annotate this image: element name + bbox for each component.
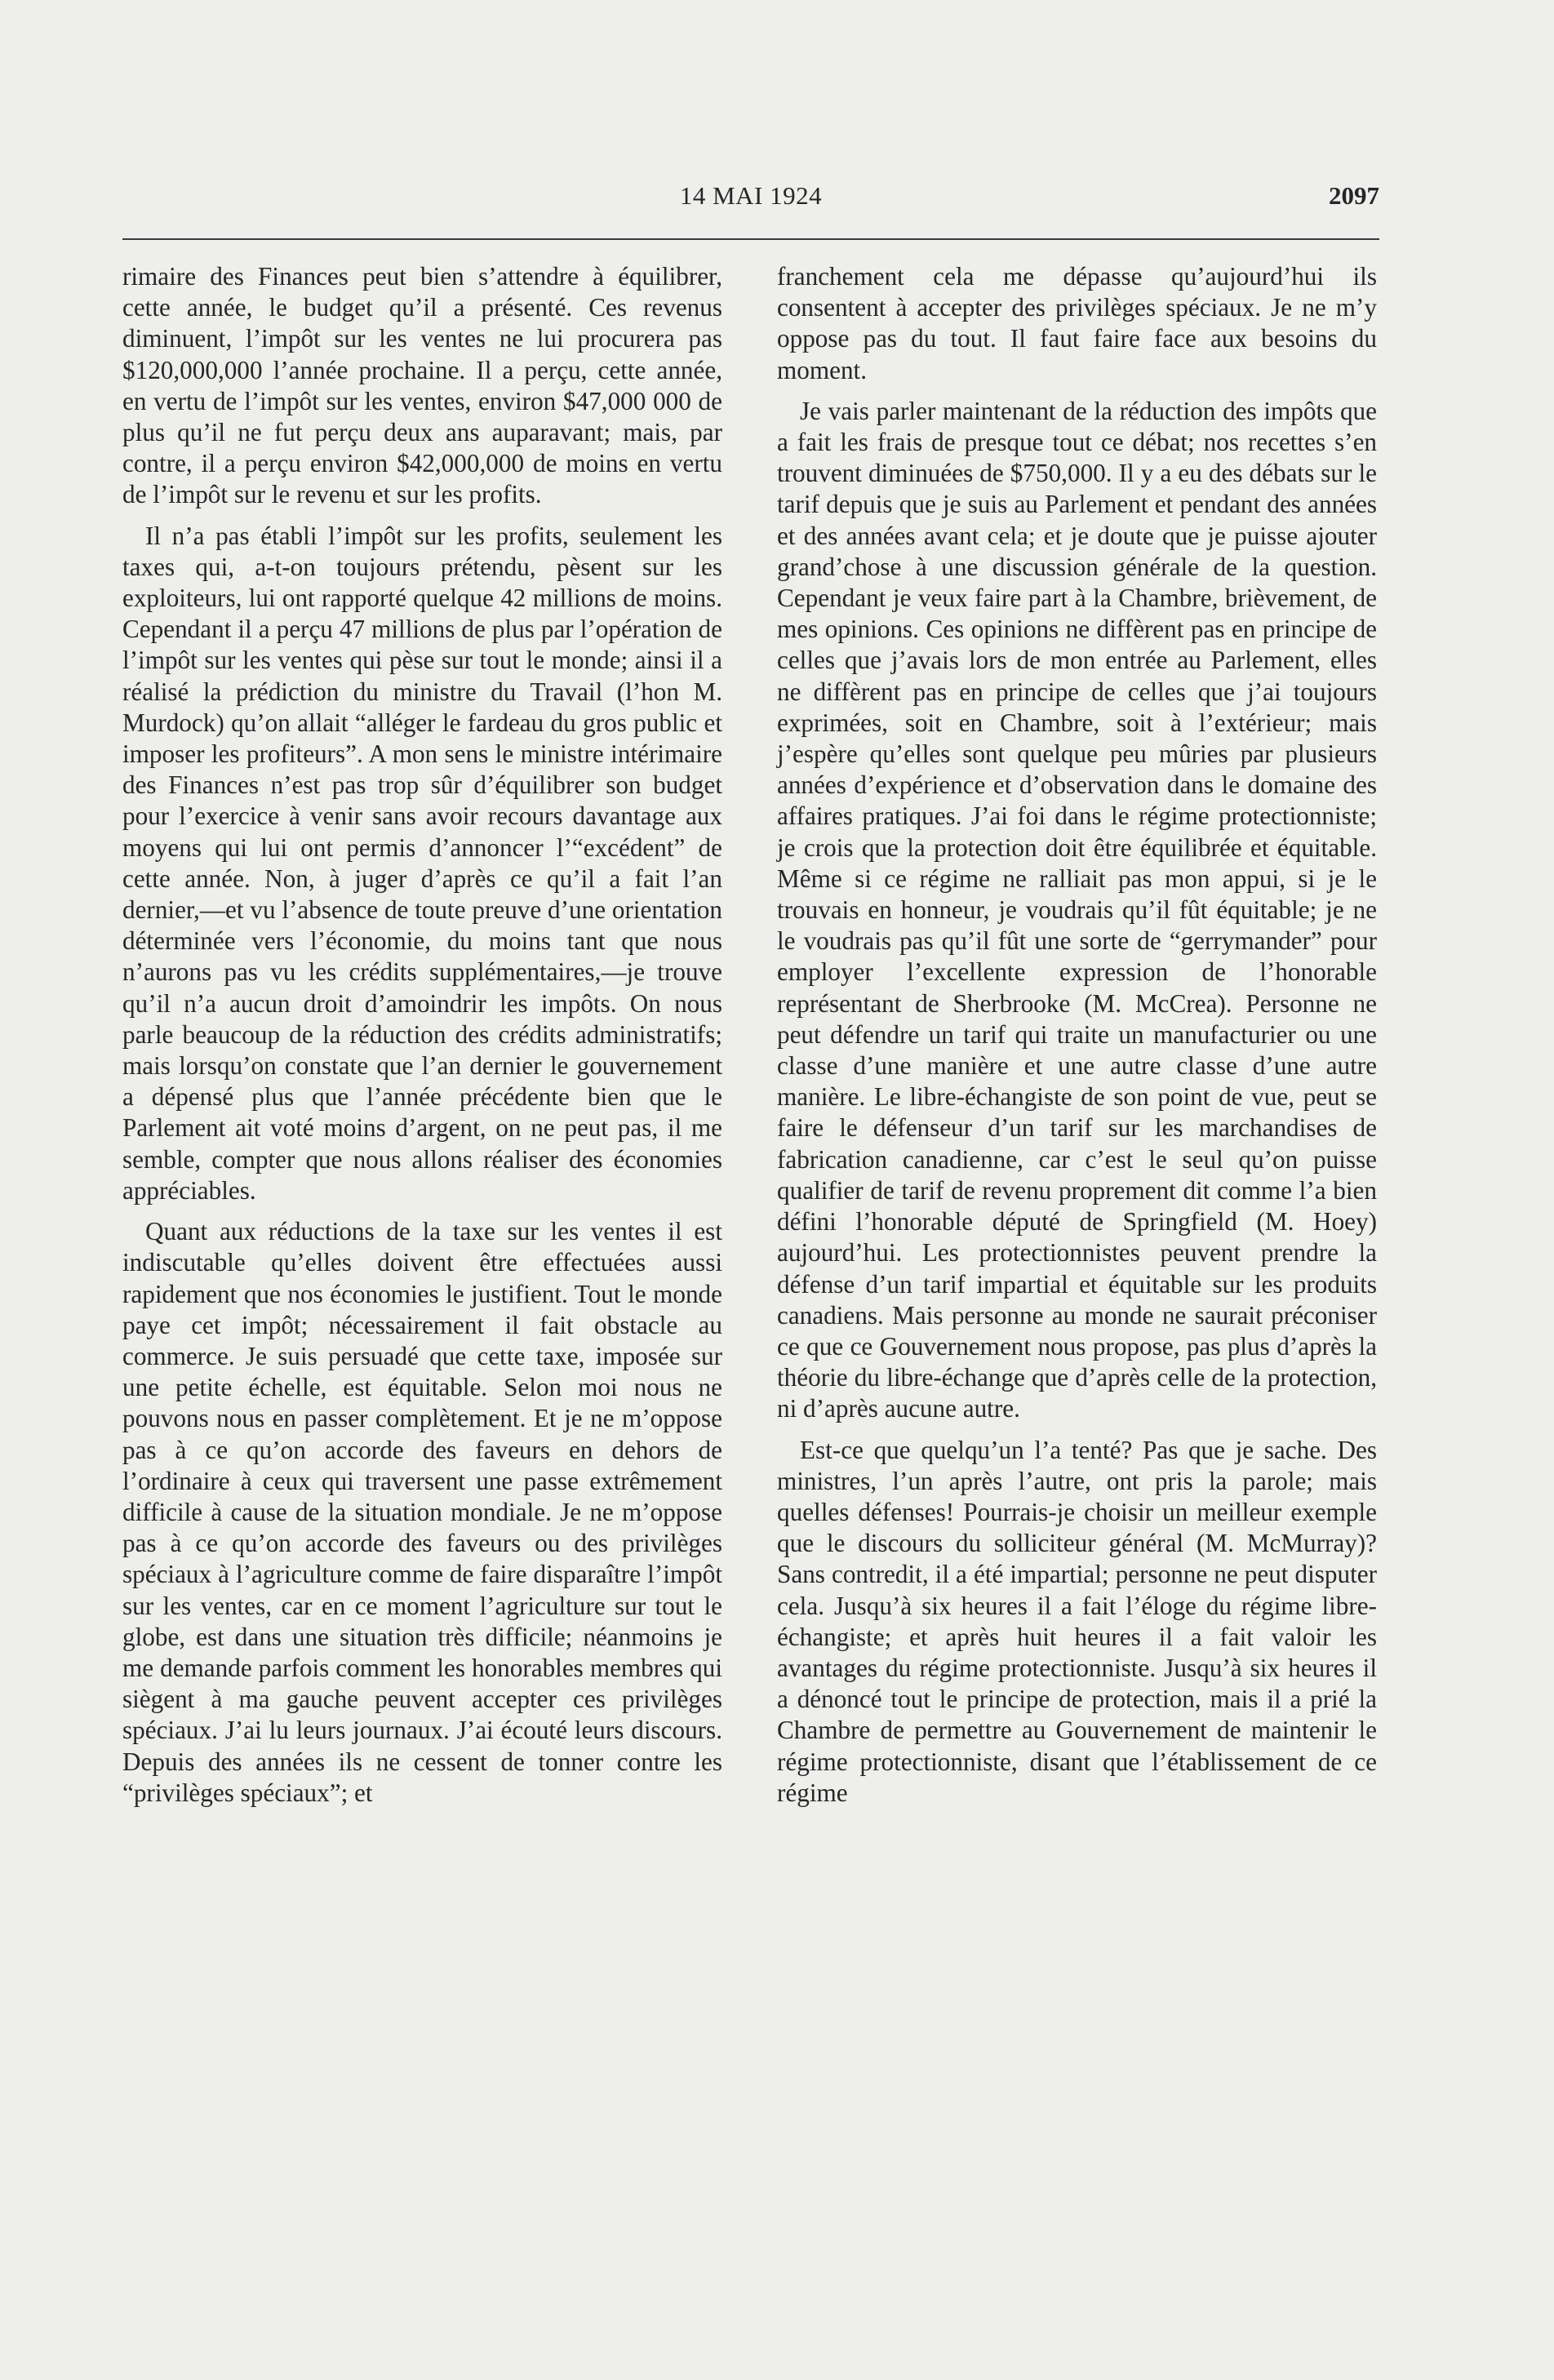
header-date: 14 MAI 1924 (679, 181, 823, 210)
page-header (122, 181, 1379, 224)
left-column (122, 261, 722, 1814)
paragraph: Je vais parler maintenant de la réduction des impôts que a fait les frais de presque tout ce débat; nos recettes s’en trouvent diminuées de $750,000. Il y a eu des débats sur le tarif depuis que je suis au Parlement et pendant des années et des années avant cela; et je doute que je puisse ajouter grand’chose à une discussion générale de la question. Cependant je veux faire part à la Chambre, brièvement, de mes opinions. Ces opinions ne diffèrent pas en principe de celles que j’avais lors de mon entrée au Parlement, elles ne diffèrent pas en principe de celles que j’ai toujours exprimées, soit en Chambre, soit à l’extérieur; mais j’espère qu’elles sont quelque peu mûries par plusieurs années d’expérience et d’observation dans le domaine des affaires pratiques. J’ai foi dans le régime protectionniste; je crois que la protection doit être équilibrée et équitable. Même si ce régime ne ralliait pas mon appui, si je le trouvais en honneur, je voudrais qu’il fût équitable; je ne le voudrais pas qu’il fût une sorte de “gerrymander” pour employer l’excellente expression de l’honorable représentant de Sherbrooke (M. McCrea). Personne ne peut défendre un tarif qui traite un manufacturier ou une classe d’une manière et une autre classe d’une autre manière. Le libre-échangiste de son point de vue, peut se faire le défenseur d’un tarif sur les marchandises de fabrication canadienne, car c’est le seul qu’on puisse qualifier de tarif de revenu proprement dit comme l’a bien défini l’honorable député de Springfield (M. Hoey) aujourd’hui. Les protectionnistes peuvent prendre la défense d’un tarif impartial et équitable sur les produits canadiens. Mais personne au monde ne saurait préconiser ce que ce Gouvernement nous propose, pas plus d’après la théorie du libre-échange que d’après celle de la protection, ni d’après aucune autre. (777, 396, 1377, 1423)
paragraph: franchement cela me dépasse qu’aujourd’hui ils consentent à accepter des privilèges spéciaux. Je ne m’y oppose pas du tout. Il faut faire face aux besoins du moment. (777, 262, 1377, 384)
paragraph: Est-ce que quelqu’un l’a tenté? Pas que je sache. Des ministres, l’un après l’autre, ont pris la parole; mais quelles défenses! Pourrais-je choisir un meilleur exemple que le discours du solliciteur général (M. McMurray)? Sans contredit, il a été impartial; personne ne peut disputer cela. Jusqu’à six heures il a fait l’éloge du régime libre-échangiste; et après huit heures il a fait valoir les avantages du régime protectionniste. Jusqu’à six heures il a dénoncé tout le principe de protection, mais il a prié la Chambre de permettre au Gouvernement de maintenir le régime protectionniste, disant que l’établissement de ce régime (777, 1435, 1377, 1807)
paragraph: Il n’a pas établi l’impôt sur les profits, seulement les taxes qui, a-t-on toujours prétendu, pèsent sur les exploiteurs, lui ont rapporté quelque 42 millions de moins. Cependant il a perçu 47 millions de plus par l’opération de l’impôt sur les ventes qui pèse sur tout le monde; ainsi il a réalisé la prédiction du ministre du Travail (l’hon M. Murdock) qu’on allait “alléger le fardeau du gros public et imposer les profiteurs”. A mon sens le ministre intérimaire des Finances n’est pas trop sûr d’équilibrer son budget pour l’exercice à venir sans avoir recours davantage aux moyens qui lui ont permis d’annoncer l’“excédent” de cette année. Non, à juger d’après ce qu’il a fait l’an dernier,—et vu l’absence de toute preuve d’une orientation déterminée vers l’économie, du moins tant que nous n’aurons pas vu les crédits supplémentaires,—je trouve qu’il n’a aucun droit d’amoindrir les impôts. On nous parle beaucoup de la réduction des crédits administratifs; mais lorsqu’on constate que l’an dernier le gouvernement a dépensé plus que l’année précédente bien que le Parlement ait voté moins d’argent, on ne peut pas, il me semble, compter que nous allons réaliser des économies appréciables. (122, 521, 722, 1205)
header-rule (122, 238, 1379, 240)
right-column (777, 261, 1377, 1814)
page-number: 2097 (1329, 181, 1379, 210)
paragraph: rimaire des Finances peut bien s’attendre à équilibrer, cette année, le budget qu’il a présenté. Ces revenus diminuent, l’impôt sur les ventes ne lui procurera pas $120,000,000 l’année prochaine. Il a perçu, cette année, en vertu de l’impôt sur les ventes, environ $47,000 000 de plus qu’il ne fut perçu deux ans auparavant; mais, par contre, il a perçu environ $42,000,000 de moins en vertu de l’impôt sur le revenu et sur les profits. (122, 262, 722, 509)
paragraph: Quant aux réductions de la taxe sur les ventes il est indiscutable qu’elles doivent être effectuées aussi rapidement que nos économies le justifient. Tout le monde paye cet impôt; nécessairement il fait obstacle au commerce. Je suis persuadé que cette taxe, imposée sur une petite échelle, est équitable. Selon moi nous ne pouvons nous en passer complètement. Et je ne m’oppose pas à ce qu’on accorde des faveurs en dehors de l’ordinaire à ceux qui traversent une passe extrêmement difficile à cause de la situation mondiale. Je ne m’oppose pas à ce qu’on accorde des faveurs ou des privilèges spéciaux à l’agriculture comme de faire disparaître l’impôt sur les ventes, car en ce moment l’agriculture sur tout le globe, est dans une situation très difficile; néanmoins je me demande parfois comment les honorables membres qui siègent à ma gauche peuvent accepter ces privilèges spéciaux. J’ai lu leurs journaux. J’ai écouté leurs discours. Depuis des années ils ne cessent de tonner contre les “privilèges spéciaux”; et (122, 1217, 722, 1807)
